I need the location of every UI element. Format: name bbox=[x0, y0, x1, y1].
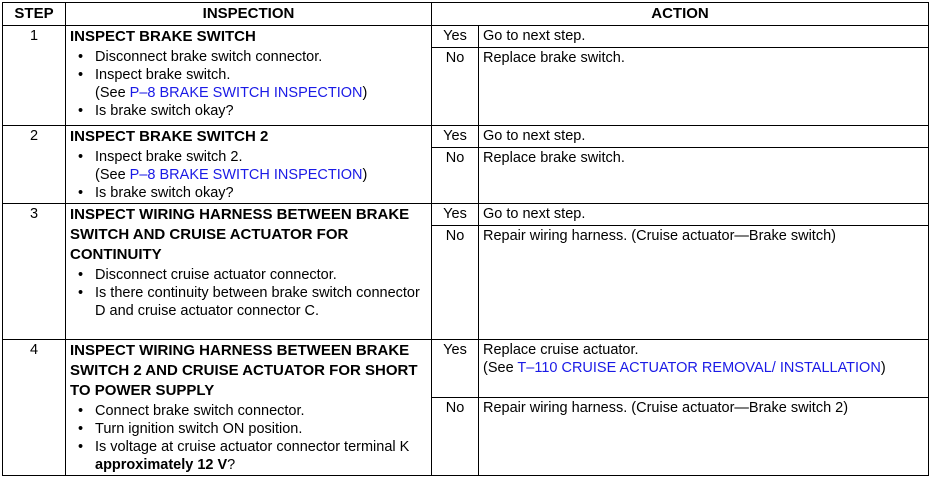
step-1-yes-row bbox=[3, 26, 929, 48]
step-1-yes-label: Yes bbox=[432, 26, 479, 48]
step-4-number: 4 bbox=[3, 340, 66, 476]
step-3-inspection bbox=[66, 204, 432, 340]
step-4-yes-label: Yes bbox=[432, 340, 479, 398]
list-item: • Is there continuity between brake switch connector D and cruise actuator connector C. bbox=[78, 284, 427, 320]
step-4-list bbox=[70, 402, 427, 474]
step-3-yes-action: Go to next step. bbox=[479, 204, 929, 226]
question-suffix: ? bbox=[227, 457, 236, 473]
list-item: • Is brake switch okay? bbox=[78, 102, 427, 120]
list-item-text: Inspect brake switch. bbox=[95, 67, 231, 83]
list-item bbox=[78, 438, 427, 474]
list-item bbox=[78, 66, 427, 102]
step-3-number: 3 bbox=[3, 204, 66, 340]
list-item: • Disconnect cruise actuator connector. bbox=[78, 266, 427, 284]
list-item bbox=[78, 148, 427, 184]
list-item-text: Inspect brake switch 2. bbox=[95, 149, 243, 165]
step-2-number: 2 bbox=[3, 126, 66, 204]
step-2-no-action: Replace brake switch. bbox=[479, 148, 929, 204]
header-step: STEP bbox=[3, 3, 66, 26]
see-prefix: (See bbox=[483, 360, 518, 376]
step-3-list bbox=[70, 266, 427, 320]
yes-action-text: Replace cruise actuator. bbox=[483, 342, 639, 358]
cruise-actuator-removal-link[interactable]: T–110 CRUISE ACTUATOR REMOVAL/ INSTALLATION bbox=[517, 360, 881, 376]
step-1-no-action: Replace brake switch. bbox=[479, 48, 929, 126]
list-item: • Connect brake switch connector. bbox=[78, 402, 427, 420]
list-item: • Turn ignition switch ON position. bbox=[78, 420, 427, 438]
brake-switch-inspection-link[interactable]: P–8 BRAKE SWITCH INSPECTION bbox=[129, 85, 363, 101]
troubleshooting-table bbox=[2, 2, 929, 476]
step-2-inspection bbox=[66, 126, 432, 204]
step-4-inspection bbox=[66, 340, 432, 476]
step-2-yes-action: Go to next step. bbox=[479, 126, 929, 148]
list-item: • Is brake switch okay? bbox=[78, 184, 427, 202]
step-2-title: INSPECT BRAKE SWITCH 2 bbox=[70, 128, 269, 145]
step-4-yes-row bbox=[3, 340, 929, 398]
step-3-title: INSPECT WIRING HARNESS BETWEEN BRAKE SWITCH AND CRUISE ACTUATOR FOR CONTINUITY bbox=[70, 206, 410, 263]
brake-switch-inspection-link[interactable]: P–8 BRAKE SWITCH INSPECTION bbox=[129, 167, 363, 183]
see-suffix: ) bbox=[362, 85, 368, 101]
step-1-inspection bbox=[66, 26, 432, 126]
see-suffix: ) bbox=[362, 167, 368, 183]
step-1-yes-action: Go to next step. bbox=[479, 26, 929, 48]
step-1-number: 1 bbox=[3, 26, 66, 126]
step-4-no-label: No bbox=[432, 397, 479, 475]
step-2-yes-label: Yes bbox=[432, 126, 479, 148]
step-1-list bbox=[70, 48, 427, 120]
list-item: • Disconnect brake switch connector. bbox=[78, 48, 427, 66]
header-action: ACTION bbox=[432, 3, 929, 26]
see-prefix: (See bbox=[95, 85, 130, 101]
step-3-yes-row bbox=[3, 204, 929, 226]
header-inspection: INSPECTION bbox=[66, 3, 432, 26]
question-bold: approximately 12 V bbox=[95, 457, 228, 473]
step-4-no-action: Repair wiring harness. (Cruise actuator—Brake switch 2) bbox=[479, 397, 929, 475]
question-text: Is voltage at cruise actuator connector terminal K bbox=[95, 439, 410, 455]
step-3-no-label: No bbox=[432, 226, 479, 340]
step-1-no-label: No bbox=[432, 48, 479, 126]
step-4-yes-action bbox=[479, 340, 929, 398]
step-4-title: INSPECT WIRING HARNESS BETWEEN BRAKE SWITCH 2 AND CRUISE ACTUATOR FOR SHORT TO POWER SUPPLY bbox=[70, 342, 418, 399]
step-3-yes-label: Yes bbox=[432, 204, 479, 226]
step-2-list bbox=[70, 148, 427, 202]
step-2-yes-row bbox=[3, 126, 929, 148]
header-row bbox=[3, 3, 929, 26]
step-3-no-action: Repair wiring harness. (Cruise actuator—Brake switch) bbox=[479, 226, 929, 340]
see-prefix: (See bbox=[95, 167, 130, 183]
see-suffix: ) bbox=[880, 360, 886, 376]
step-1-title: INSPECT BRAKE SWITCH bbox=[70, 28, 256, 45]
step-2-no-label: No bbox=[432, 148, 479, 204]
